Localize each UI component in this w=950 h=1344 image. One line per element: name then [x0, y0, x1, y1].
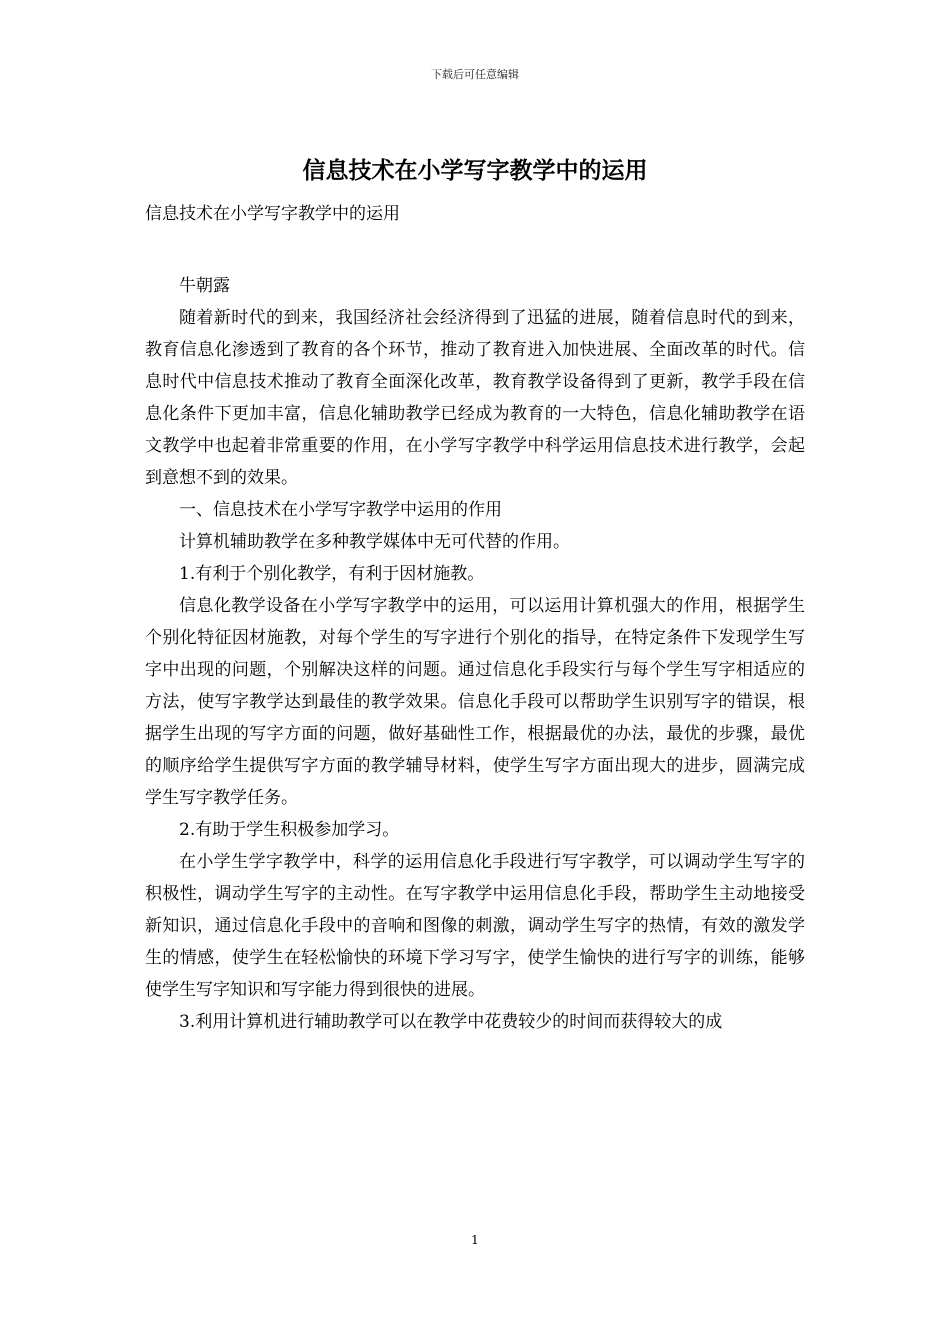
section-heading: 一、信息技术在小学写字教学中运用的作用 — [179, 500, 502, 520]
subsection-heading: 1.有利于个别化教学，有利于因材施教。 — [179, 564, 485, 584]
subsection-heading: 2.有助于学生积极参加学习。 — [179, 820, 400, 840]
paragraph: 3.利用计算机进行辅助教学可以在教学中花费较少的时间而获得较大的成 — [179, 1012, 723, 1032]
page-header: 下载后可任意编辑 — [431, 68, 519, 81]
paragraph: 随着新时代的到来，我国经济社会经济得到了迅猛的进展，随着信息时代的到来，教育信息化渗透到了教育的各个环节，推动了教育进入加快进展、全面改革的时代。信息时代中信息技术推动了教育全面深化改革，教育教学设备得到了更新，教学手段在信息化条件下更加丰富，信息化辅助教学已经成为教育的一大特色，信息化辅助教学在语文教学中也起着非常重要的作用，在小学写字教学中科学运用信息技术进行教学，会起到意想不到的效果。 — [145, 308, 805, 488]
paragraph: 计算机辅助教学在多种教学媒体中无可代替的作用。 — [179, 532, 570, 552]
author-name: 牛朝露 — [179, 276, 230, 296]
document-body — [145, 198, 805, 1038]
paragraph: 信息化教学设备在小学写字教学中的运用，可以运用计算机强大的作用，根据学生个别化特征因材施教，对每个学生的写字进行个别化的指导，在特定条件下发现学生写字中出现的问题，个别解决这样的问题。通过信息化手段实行与每个学生写字相适应的方法，使写字教学达到最佳的教学效果。信息化手段可以帮助学生识别写字的错误，根据学生出现的写字方面的问题，做好基础性工作，根据最优的办法，最优的步骤，最优的顺序给学生提供写字方面的教学辅导材料，使学生写字方面出现大的进步，圆满完成学生写字教学任务。 — [145, 596, 805, 808]
document-title: 信息技术在小学写字教学中的运用 — [302, 158, 648, 184]
paragraph: 在小学生学字教学中，科学的运用信息化手段进行写字教学，可以调动学生写字的积极性，调动学生写字的主动性。在写字教学中运用信息化手段，帮助学生主动地接受新知识，通过信息化手段中的音响和图像的刺激，调动学生写字的热情，有效的激发学生的情感，使学生在轻松愉快的环境下学习写字，使学生愉快的进行写字的训练，能够使学生写字知识和写字能力得到很快的进展。 — [145, 852, 805, 1000]
blank-line — [145, 230, 805, 262]
subtitle: 信息技术在小学写字教学中的运用 — [145, 204, 400, 224]
page-number: 1 — [471, 1233, 479, 1247]
